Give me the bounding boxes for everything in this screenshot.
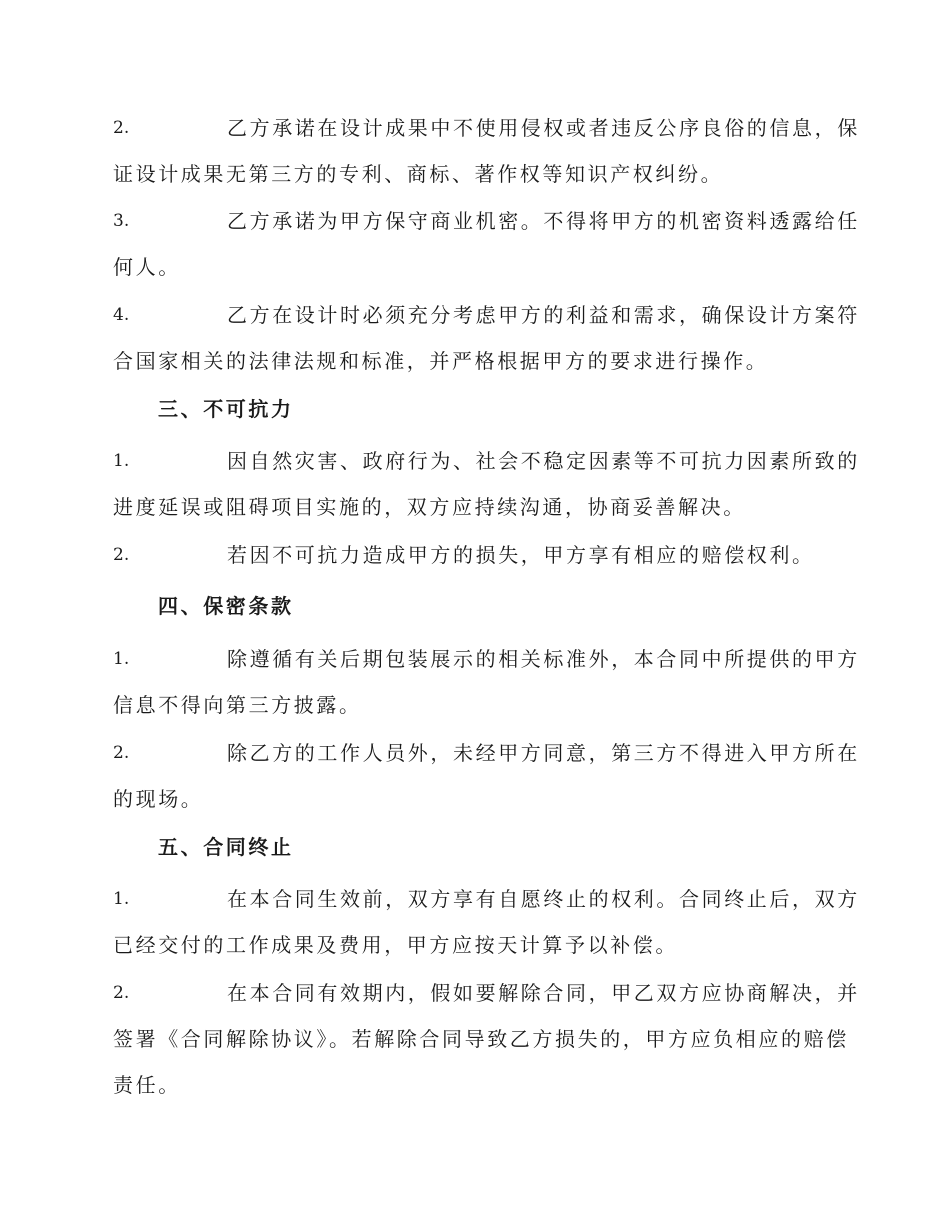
clause-number: 1. xyxy=(113,451,130,471)
clause-line: 何人。 xyxy=(113,255,181,279)
clause-number: 1. xyxy=(113,649,130,669)
clause-line: 在本合同有效期内，假如要解除合同，甲乙双方应协商解决，并 xyxy=(227,981,860,1005)
clause-line: 的现场。 xyxy=(113,787,204,811)
clause-item xyxy=(113,198,860,290)
clause-line: 乙方承诺在设计成果中不使用侵权或者违反公序良俗的信息，保 xyxy=(227,116,860,140)
clause-item xyxy=(113,876,860,968)
clause-line: 证设计成果无第三方的专利、商标、著作权等知识产权纠纷。 xyxy=(113,162,724,186)
clause-line: 乙方在设计时必须充分考虑甲方的利益和需求，确保设计方案符 xyxy=(227,303,860,327)
clause-item xyxy=(113,730,860,822)
clause-line: 签署《合同解除协议》。若解除合同导致乙方损失的，甲方应负相应的赔偿 xyxy=(113,1027,849,1051)
clause-line: 因自然灾害、政府行为、社会不稳定因素等不可抗力因素所致的 xyxy=(227,449,860,473)
clause-line: 信息不得向第三方披露。 xyxy=(113,693,362,717)
clause-line: 进度延误或阻碍项目实施的，双方应持续沟通，协商妥善解决。 xyxy=(113,495,746,519)
clause-line: 合国家相关的法律法规和标准，并严格根据甲方的要求进行操作。 xyxy=(113,349,769,373)
clause-item xyxy=(113,292,860,384)
clause-line: 除遵循有关后期包装展示的相关标准外，本合同中所提供的甲方 xyxy=(227,647,860,671)
clause-line: 乙方承诺为甲方保守商业机密。不得将甲方的机密资料透露给任 xyxy=(227,209,860,233)
clause-item xyxy=(113,636,860,728)
section-heading: 三、不可抗力 xyxy=(158,397,294,421)
clause-number: 2. xyxy=(113,983,130,1003)
clause-item xyxy=(113,105,860,197)
clause-line: 除乙方的工作人员外，未经甲方同意，第三方不得进入甲方所在 xyxy=(227,741,860,765)
clause-item xyxy=(113,438,860,530)
section-heading: 四、保密条款 xyxy=(158,594,294,618)
clause-line: 若因不可抗力造成甲方的损失，甲方享有相应的赔偿权利。 xyxy=(227,543,815,567)
clause-number: 2. xyxy=(113,545,130,565)
clause-line: 已经交付的工作成果及费用，甲方应按天计算予以补偿。 xyxy=(113,933,678,957)
clause-number: 3. xyxy=(113,211,130,231)
clause-line: 在本合同生效前，双方享有自愿终止的权利。合同终止后，双方 xyxy=(227,887,860,911)
clause-number: 1. xyxy=(113,889,130,909)
clause-item xyxy=(113,532,833,578)
clause-line: 责任。 xyxy=(113,1073,181,1097)
clause-item xyxy=(113,970,860,1108)
clause-number: 4. xyxy=(113,305,130,325)
clause-number: 2. xyxy=(113,118,130,138)
section-heading: 五、合同终止 xyxy=(158,835,294,859)
clause-number: 2. xyxy=(113,743,130,763)
